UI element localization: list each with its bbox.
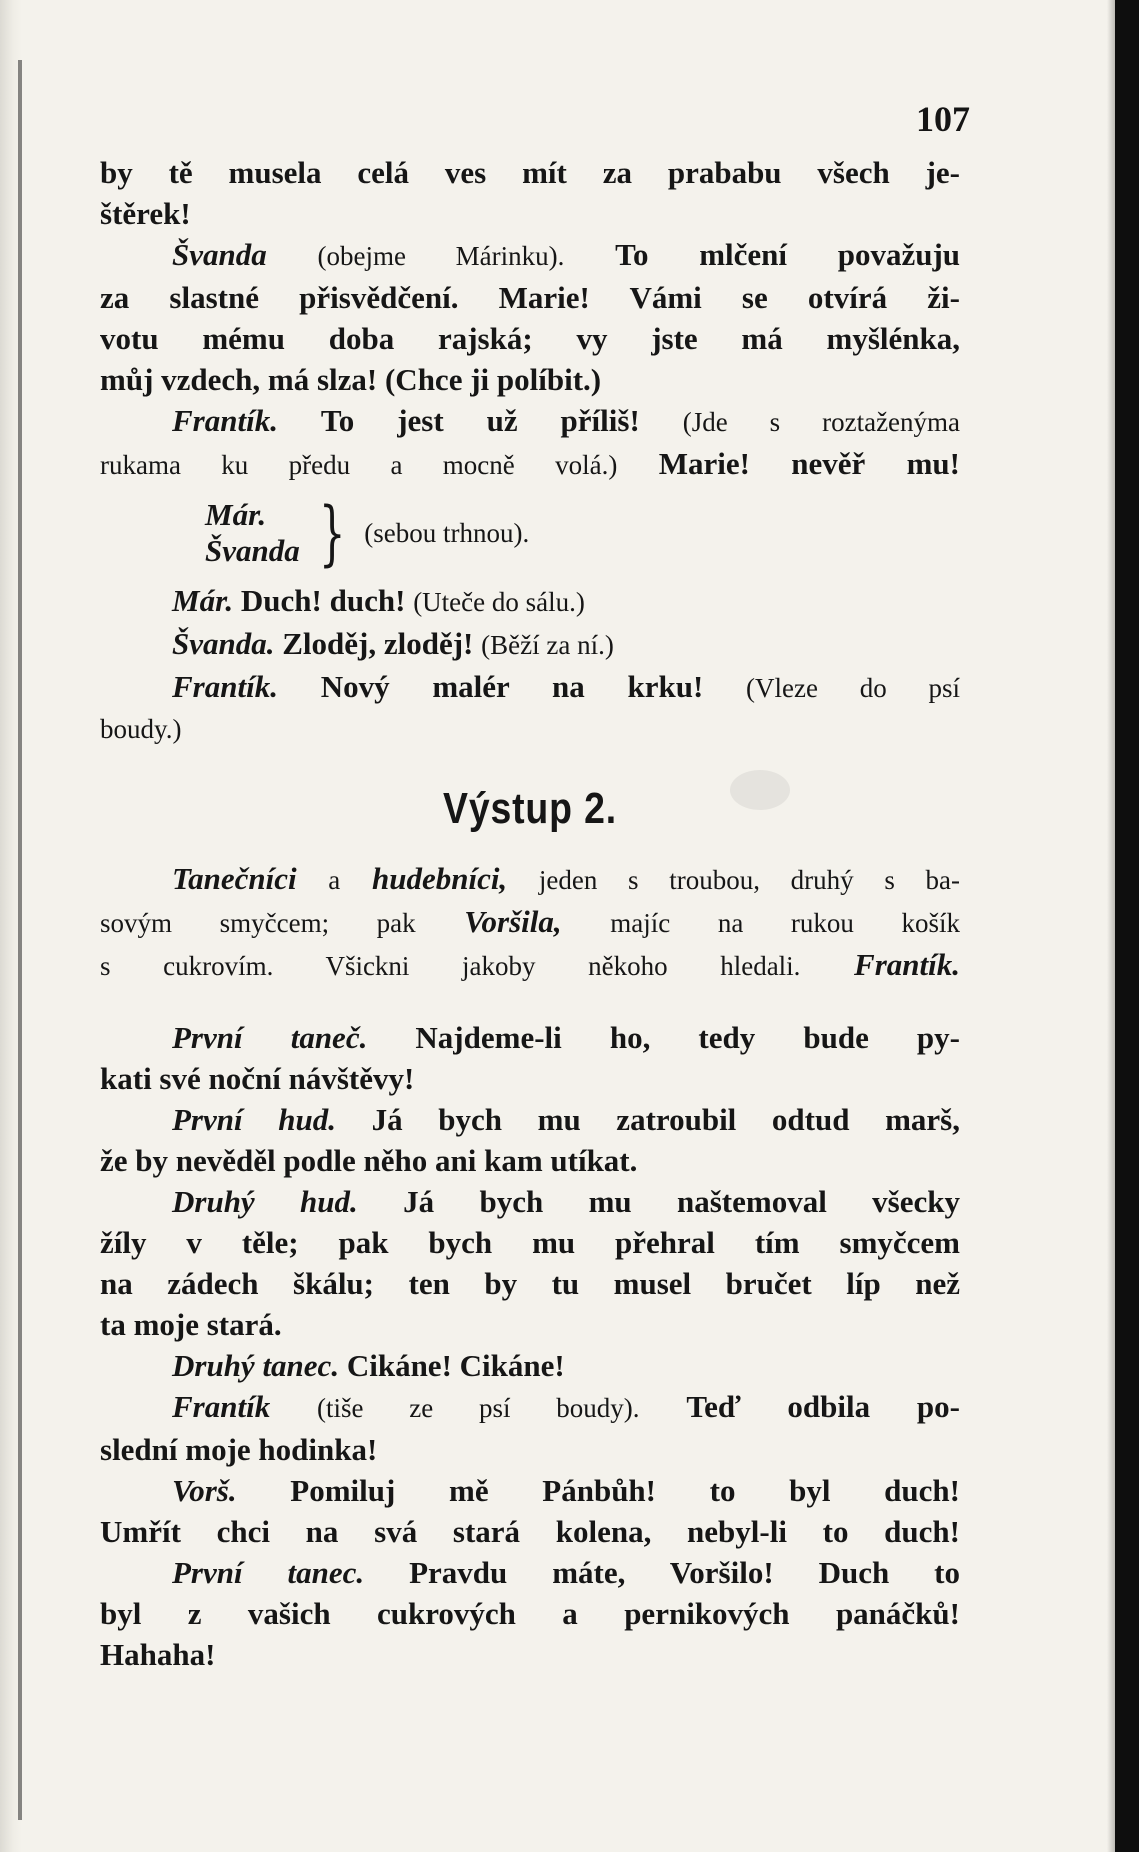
dialogue-text: Marie! nevěř mu! — [658, 446, 960, 481]
dialogue-line — [100, 400, 960, 443]
dialogue-line — [100, 580, 960, 623]
page-number: 107 — [916, 99, 970, 139]
dialogue-text: Nový malér na krku! — [320, 669, 704, 704]
dialogue-line — [100, 1552, 960, 1593]
dialogue-text: Cikáne! Cikáne! — [346, 1348, 565, 1383]
stage-direction: (sebou trhnou). — [364, 517, 530, 548]
stage-direction: sovým smyčcem; pak — [100, 908, 416, 938]
text-line: můj vzdech, má slza! (Chce ji políbit.) — [100, 362, 602, 397]
character-name: Tanečníci — [172, 861, 297, 896]
bracket-speakers — [205, 497, 300, 569]
text-line: štěrek! — [100, 196, 191, 231]
text-line: byl z vašich cukrových a pernikových panáčků! — [100, 1596, 960, 1631]
stage-direction: (Běží za ní.) — [481, 630, 614, 660]
stage-direction: rukama ku předu a mocně volá.) — [100, 450, 618, 480]
dialogue-text: Duch! duch! — [240, 583, 406, 618]
speaker-name: Vorš. — [172, 1473, 237, 1508]
speaker-name: Frantík. — [172, 669, 278, 704]
dialogue-line — [100, 1099, 960, 1140]
stage-direction: (obejme Márinku). — [317, 241, 565, 271]
character-name: hudebníci, — [371, 861, 508, 896]
dialogue-line — [100, 1017, 960, 1058]
text-line: že by nevěděl podle něho ani kam utíkat. — [100, 1143, 638, 1178]
dialogue-line — [100, 443, 960, 486]
text-line: žíly v těle; pak bych mu přehral tím smyčcem — [100, 1225, 960, 1260]
text-line: by tě musela celá ves mít za prababu všech je- — [100, 155, 960, 190]
scene-description-line — [100, 858, 960, 901]
stage-direction: (Uteče do sálu.) — [413, 587, 585, 617]
character-name: Frantík. — [854, 947, 961, 982]
text-line: za slastné přisvědčení. Marie! Vámi se otvírá ži- — [100, 280, 960, 315]
stage-direction: (tiše ze psí boudy). — [317, 1393, 640, 1423]
speaker-name: První tanec. — [172, 1555, 365, 1590]
stage-direction: boudy.) — [100, 714, 182, 744]
joint-speaker-bracket — [100, 488, 960, 578]
speaker-name: Švanda — [172, 237, 267, 272]
stage-direction: jeden s troubou, druhý s ba- — [538, 865, 961, 895]
scene-heading: Výstup 2. — [443, 784, 617, 833]
speaker-name: Már. — [205, 497, 267, 532]
dialogue-text: Já bych mu naštemoval všecky — [403, 1184, 960, 1219]
dialogue-text: Zloděj, zloděj! — [282, 626, 474, 661]
dialogue-line — [100, 623, 960, 666]
text-line: votu mému doba rajská; vy jste má myšlénka, — [100, 321, 960, 356]
speaker-name: První taneč. — [172, 1020, 368, 1055]
scene-description-line — [100, 901, 960, 944]
speaker-name: Švanda. — [172, 626, 275, 661]
dialogue-text: To mlčení považuju — [615, 237, 961, 272]
scene-description-line — [100, 944, 960, 987]
dialogue-text: Já bych mu zatroubil odtud marš, — [371, 1102, 960, 1137]
speaker-name: První hud. — [172, 1102, 336, 1137]
dialogue-line — [100, 1470, 960, 1511]
text-line: Umřít chci na svá stará kolena, nebyl-li to duch! — [100, 1514, 960, 1549]
text-line: slední moje hodinka! — [100, 1432, 378, 1467]
dialogue-line — [100, 1181, 960, 1222]
speaker-name: Frantík. — [172, 403, 278, 438]
dialogue-text: Teď odbila po- — [686, 1389, 960, 1424]
spacer — [100, 987, 960, 1017]
stage-direction: a — [328, 865, 341, 895]
text-line: Hahaha! — [100, 1637, 216, 1672]
stage-direction: (Vleze do psí — [746, 673, 960, 703]
dialogue-line — [100, 234, 960, 277]
binding-shadow — [18, 60, 22, 1820]
dialogue-line — [100, 1386, 960, 1429]
scan-border — [1115, 0, 1139, 1852]
stage-direction: (Jde s roztaženýma — [682, 407, 961, 437]
stage-direction: s cukrovím. Všickni jakoby někoho hledali. — [100, 951, 801, 981]
speaker-name: Már. — [172, 583, 234, 618]
dialogue-text: To jest už příliš! — [320, 403, 640, 438]
speaker-name: Frantík — [172, 1389, 271, 1424]
character-name: Voršila, — [464, 904, 562, 939]
text-line: na zádech škálu; ten by tu musel bručet líp než — [100, 1266, 960, 1301]
dialogue-line — [100, 666, 960, 709]
dialogue-text: Pomiluj mě Pánbůh! to byl duch! — [290, 1473, 960, 1508]
text-line: kati své noční návštěvy! — [100, 1061, 415, 1096]
page-body — [100, 152, 960, 1675]
curly-brace: } — [318, 492, 346, 574]
speaker-name: Švanda — [205, 533, 300, 568]
dialogue-line — [100, 1345, 960, 1386]
dialogue-text: Najdeme-li ho, tedy bude py- — [415, 1020, 960, 1055]
dialogue-text: Pravdu máte, Voršilo! Duch to — [409, 1555, 960, 1590]
speaker-name: Druhý tanec. — [172, 1348, 340, 1383]
text-line: ta moje stará. — [100, 1307, 282, 1342]
speaker-name: Druhý hud. — [172, 1184, 358, 1219]
page-right-shadow — [1107, 0, 1115, 1852]
stage-direction: majíc na rukou košík — [610, 908, 961, 938]
